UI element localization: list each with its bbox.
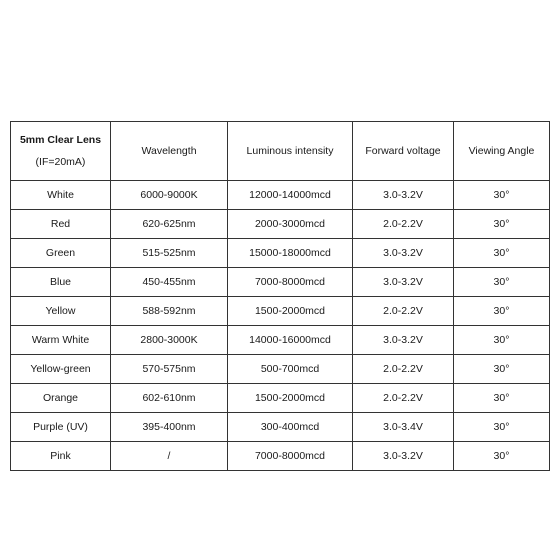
cell-forward-voltage: 3.0-3.2V [353, 442, 454, 471]
cell-forward-voltage: 3.0-3.2V [353, 239, 454, 268]
cell-luminous-intensity: 7000-8000mcd [228, 268, 353, 297]
cell-color: Orange [11, 384, 111, 413]
header-viewing-angle: Viewing Angle [454, 122, 550, 181]
cell-wavelength: / [111, 442, 228, 471]
cell-luminous-intensity: 7000-8000mcd [228, 442, 353, 471]
cell-forward-voltage: 3.0-3.4V [353, 413, 454, 442]
cell-forward-voltage: 3.0-3.2V [353, 181, 454, 210]
table-row [11, 326, 550, 355]
table-row [11, 297, 550, 326]
cell-viewing-angle: 30° [454, 413, 550, 442]
lens-title: 5mm Clear Lens [19, 134, 102, 146]
cell-luminous-intensity: 1500-2000mcd [228, 384, 353, 413]
table-row [11, 239, 550, 268]
cell-luminous-intensity: 300-400mcd [228, 413, 353, 442]
led-spec-table [10, 121, 550, 471]
table-row [11, 413, 550, 442]
cell-luminous-intensity: 1500-2000mcd [228, 297, 353, 326]
cell-viewing-angle: 30° [454, 326, 550, 355]
cell-color: Pink [11, 442, 111, 471]
header-forward-voltage: Forward voltage [353, 122, 454, 181]
cell-viewing-angle: 30° [454, 239, 550, 268]
cell-color: Yellow-green [11, 355, 111, 384]
header-wavelength: Wavelength [111, 122, 228, 181]
cell-color: Purple (UV) [11, 413, 111, 442]
cell-color: White [11, 181, 111, 210]
cell-viewing-angle: 30° [454, 210, 550, 239]
cell-wavelength: 570-575nm [111, 355, 228, 384]
cell-viewing-angle: 30° [454, 355, 550, 384]
cell-wavelength: 588-592nm [111, 297, 228, 326]
cell-color: Red [11, 210, 111, 239]
cell-color: Warm White [11, 326, 111, 355]
cell-forward-voltage: 2.0-2.2V [353, 210, 454, 239]
cell-wavelength: 6000-9000K [111, 181, 228, 210]
cell-forward-voltage: 2.0-2.2V [353, 297, 454, 326]
cell-forward-voltage: 2.0-2.2V [353, 384, 454, 413]
table-row [11, 442, 550, 471]
cell-wavelength: 602-610nm [111, 384, 228, 413]
cell-viewing-angle: 30° [454, 268, 550, 297]
table-row [11, 210, 550, 239]
cell-wavelength: 450-455nm [111, 268, 228, 297]
table-row [11, 384, 550, 413]
cell-viewing-angle: 30° [454, 442, 550, 471]
cell-viewing-angle: 30° [454, 297, 550, 326]
table-header [11, 122, 550, 181]
cell-luminous-intensity: 15000-18000mcd [228, 239, 353, 268]
cell-luminous-intensity: 2000-3000mcd [228, 210, 353, 239]
header-row [11, 122, 550, 181]
cell-wavelength: 515-525nm [111, 239, 228, 268]
cell-viewing-angle: 30° [454, 181, 550, 210]
table-row [11, 355, 550, 384]
table-row [11, 181, 550, 210]
table-row [11, 268, 550, 297]
cell-color: Yellow [11, 297, 111, 326]
cell-forward-voltage: 3.0-3.2V [353, 326, 454, 355]
header-luminous-intensity: Luminous intensity [228, 122, 353, 181]
cell-luminous-intensity: 500-700mcd [228, 355, 353, 384]
cell-color: Blue [11, 268, 111, 297]
cell-forward-voltage: 3.0-3.2V [353, 268, 454, 297]
cell-wavelength: 620-625nm [111, 210, 228, 239]
cell-forward-voltage: 2.0-2.2V [353, 355, 454, 384]
cell-wavelength: 395-400nm [111, 413, 228, 442]
cell-luminous-intensity: 12000-14000mcd [228, 181, 353, 210]
table-body [11, 181, 550, 471]
cell-luminous-intensity: 14000-16000mcd [228, 326, 353, 355]
cell-color: Green [11, 239, 111, 268]
header-lens [11, 122, 111, 181]
cell-viewing-angle: 30° [454, 384, 550, 413]
lens-condition: (IF=20mA) [35, 156, 86, 168]
cell-wavelength: 2800-3000K [111, 326, 228, 355]
